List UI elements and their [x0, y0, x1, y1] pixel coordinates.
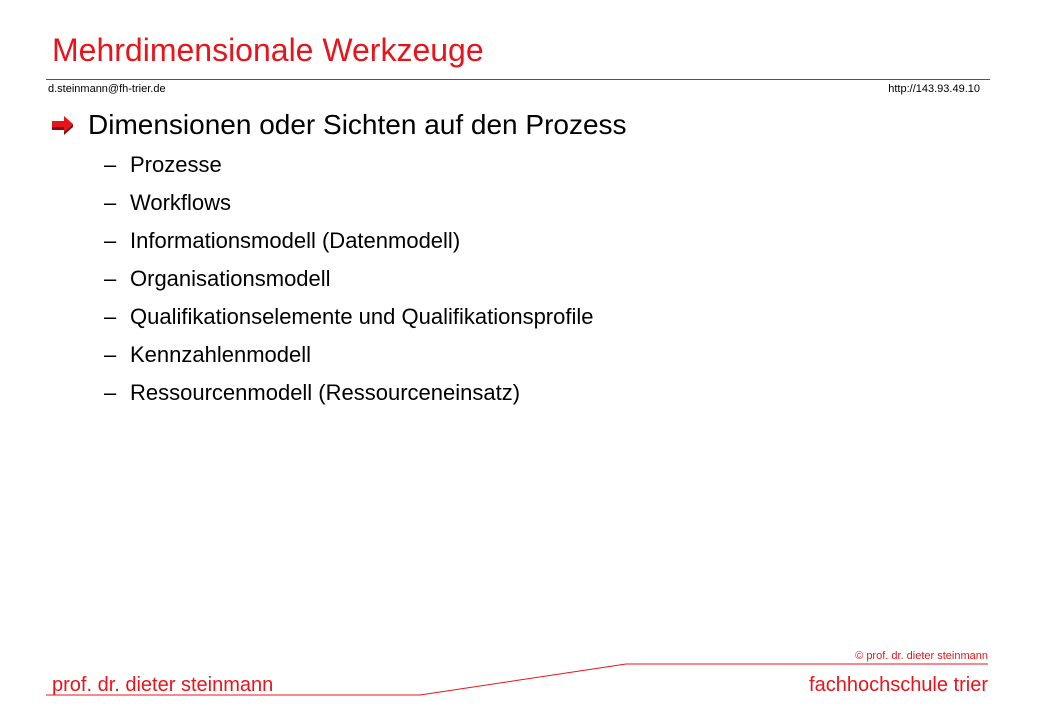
dash-marker: –	[104, 266, 117, 291]
footer-copyright: © prof. dr. dieter steinmann	[855, 650, 988, 662]
footer-institution: fachhochschule trier	[809, 674, 988, 696]
dash-marker: –	[104, 228, 117, 253]
list-item	[104, 222, 593, 260]
list-item-text: Ressourcenmodell (Ressourceneinsatz)	[130, 380, 521, 405]
author-email: d.steinmann@fh-trier.de	[48, 83, 166, 95]
list-item-text: Workflows	[130, 190, 232, 215]
list-item-text: Kennzahlenmodell	[130, 342, 312, 367]
main-bullet	[52, 108, 627, 142]
list-item	[104, 184, 593, 222]
dash-marker: –	[104, 380, 117, 405]
list-item	[104, 146, 593, 184]
list-item	[104, 336, 593, 374]
slide-title: Mehrdimensionale Werkzeuge	[52, 32, 484, 68]
dash-marker: –	[104, 152, 117, 177]
list-item	[104, 260, 593, 298]
main-point-text: Dimensionen oder Sichten auf den Prozess	[88, 109, 627, 140]
footer-author: prof. dr. dieter steinmann	[52, 674, 274, 696]
list-item-text: Prozesse	[130, 152, 222, 177]
dash-marker: –	[104, 304, 117, 329]
red-arrow-bullet-icon	[52, 115, 74, 135]
list-item-text: Informationsmodell (Datenmodell)	[130, 228, 461, 253]
sub-point-list	[104, 146, 593, 412]
dash-marker: –	[104, 190, 117, 215]
list-item-text: Organisationsmodell	[130, 266, 331, 291]
list-item-text: Qualifikationselemente und Qualifikationsprofile	[130, 304, 594, 329]
list-item	[104, 374, 593, 412]
list-item	[104, 298, 593, 336]
dash-marker: –	[104, 342, 117, 367]
header-divider	[46, 79, 990, 80]
author-url: http://143.93.49.10	[888, 83, 980, 95]
